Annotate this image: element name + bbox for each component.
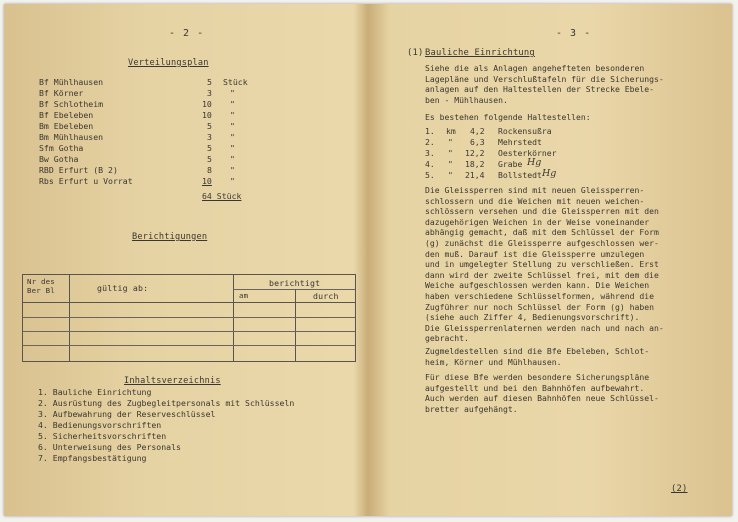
list-item: 7. Empfangsbestätigung (38, 453, 147, 463)
stop-name: Mehrstedt (498, 137, 542, 147)
section-title: Bauliche Einrichtung (425, 48, 535, 58)
stop-km: " (448, 148, 453, 158)
list-item: Sfm Gotha 5 " (39, 143, 235, 153)
stop-distance: 18,2 (465, 159, 485, 169)
continued-page-marker: (2) (671, 484, 688, 494)
section-number: (1) (407, 48, 424, 58)
list-item: 4. Bedienungsvorschriften (38, 420, 162, 430)
list-item: 2. (425, 137, 435, 147)
list-item: 5. Sicherheitsvorschriften (38, 431, 167, 441)
stop-km: " (448, 170, 453, 180)
list-item: Bf Mühlhausen 5 Stück (39, 77, 248, 87)
column-header-gueltig: gültig ab: (97, 283, 149, 293)
stop-name: Bollstedt (498, 170, 542, 180)
list-item: 5. (425, 170, 435, 180)
stop-km: " (448, 159, 453, 169)
stop-distance: 21,4 (465, 170, 485, 180)
stop-name: Oesterkörner (498, 148, 557, 158)
column-divider (295, 289, 296, 361)
column-header-am: am (239, 291, 249, 300)
verteilungsplan-title: Verteilungsplan (128, 58, 209, 68)
list-item: Bm Ebeleben 5 " (39, 121, 235, 131)
list-item: Bf Schlotheim 10 " (39, 99, 235, 109)
stop-distance: 12,2 (465, 148, 485, 158)
inhalt-title: Inhaltsverzeichnis (124, 376, 221, 386)
list-item: Bw Gotha 5 " (39, 154, 235, 164)
stops-intro: Es bestehen folgende Haltestellen: (425, 112, 591, 122)
stop-distance: 6,3 (470, 137, 485, 147)
stop-distance: 4,2 (470, 126, 485, 136)
berichtigungen-title: Berichtigungen (132, 232, 208, 242)
list-item: Rbs Erfurt u Vorrat 10 " (39, 176, 235, 186)
page-number-right: - 3 - (556, 28, 592, 39)
list-item: Bf Ebeleben 10 " (39, 110, 235, 120)
row-divider (23, 345, 355, 346)
list-item: 4. (425, 159, 435, 169)
stop-km: " (448, 137, 453, 147)
left-page (4, 4, 367, 516)
intro-paragraph: Siehe die als Anlagen angehefteten besonderen Lagepläne und Verschlußtafeln für die Sicherungs- anlagen auf den Haltestellen der Strecke Ebele- ben - Mühlhausen. (425, 63, 664, 105)
list-item: 3. Aufbewahrung der Reserveschlüssel (38, 409, 216, 419)
column-header-durch: durch (313, 291, 339, 301)
berichtigungen-table (22, 274, 356, 362)
list-item: Bf Körner 3 " (39, 88, 235, 98)
list-item: 2. Ausrüstung des Zugbegleitpersonals mit Schlüsseln (38, 398, 295, 408)
column-header-nr: Nr des Ber Bl (27, 277, 55, 295)
paragraph-zugmeldestellen: Zugmeldestellen sind die Bfe Ebeleben, Schlot- heim, Körner und Mühlhausen. (425, 346, 650, 367)
handwritten-note: Hg (542, 168, 557, 179)
row-divider (23, 331, 355, 332)
list-item: 6. Unterweisung des Personals (38, 442, 181, 452)
list-item: RBD Erfurt (B 2) 8 " (39, 165, 235, 175)
column-divider (69, 275, 70, 361)
paragraph-sicherungsplaene: Für diese Bfe werden besondere Sicherungspläne aufgestellt und bei den Bahnhöfen aufbewahrt. Auch werden auf diesen Bahnhöfen neue Schlüssel- bretter aufgehängt. (425, 372, 659, 414)
list-item: Bm Mühlhausen 3 " (39, 132, 235, 142)
list-item: 3. (425, 148, 435, 158)
stop-name: Rockensußra (498, 126, 552, 136)
column-divider (233, 275, 234, 361)
stop-km: km (446, 126, 456, 136)
row-divider (23, 317, 355, 318)
list-item: 1. Bauliche Einrichtung (38, 387, 152, 397)
total-row: 64 Stück (202, 191, 242, 201)
paragraph-gleissperren: Die Gleissperren sind mit neuen Gleissperren- schlossern und die Weichen mit neuen weichen- schlössern versehen und die Gleissperren mit den dazugehörigen Weichen in der Weise voneinander abhängig gemacht, daß mit dem Schlüssel der Form (g) zunächst die Gleissperre aufgeschlossen wer- den muß. Darauf ist die Gleissperre umzulegen und in umgelegter Stellung zu verschließen. Erst dann wird der zweite Schlüssel frei, mit dem die Weiche aufgeschlossen werden kann. Die Weichen haben verschiedene Schlüsselformen, während die Zugführer nur noch Schlüssel der Form (g) haben (siehe auch Ziffer 4, Bedienungsvorschrift). Die Gleissperrenlaternen werden nach und nach an- gebracht. (425, 185, 664, 344)
header-divider (233, 289, 355, 290)
list-item: 1. (425, 126, 435, 136)
stop-name: Grabe (498, 159, 523, 169)
page-number-left: - 2 - (169, 28, 205, 39)
column-header-berichtigt: berichtigt (269, 278, 321, 288)
handwritten-note: Hg (527, 157, 542, 168)
